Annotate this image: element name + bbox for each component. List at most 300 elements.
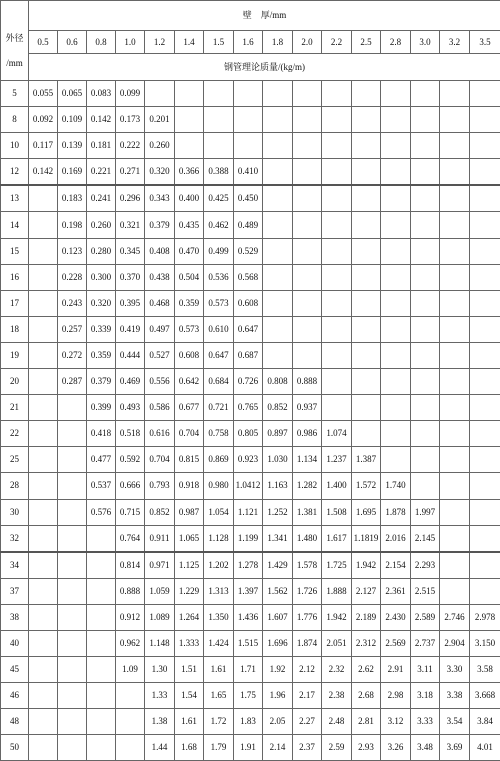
mass-value-cell: 2.38 [322,683,352,709]
mass-value-cell: 1.0412 [234,473,263,499]
mass-value-cell: 2.189 [352,604,381,630]
mass-value-cell: 0.764 [116,525,145,552]
mass-value-cell: 1.92 [263,657,293,683]
mass-value-cell: 1.572 [352,473,381,499]
mass-value-cell [204,107,234,133]
mass-value-cell: 1.578 [293,552,322,579]
mass-value-cell: 1.387 [352,447,381,473]
mass-value-cell: 2.312 [352,630,381,656]
mass-value-cell [87,683,116,709]
mass-value-cell [381,185,411,212]
mass-value-cell [440,369,470,395]
mass-value-cell: 0.499 [204,238,234,264]
mass-value-cell: 0.937 [293,395,322,421]
mass-value-cell: 2.98 [381,683,411,709]
mass-value-cell [440,316,470,342]
table-row [1,499,500,525]
mass-value-cell: 1.874 [293,630,322,656]
mass-value-cell: 0.489 [234,212,263,238]
mass-value-cell: 0.642 [175,369,204,395]
mass-value-cell: 0.271 [116,159,145,186]
mass-value-cell: 0.477 [87,447,116,473]
mass-value-cell: 0.321 [116,212,145,238]
mass-value-cell: 2.91 [381,657,411,683]
mass-value-cell: 0.987 [175,499,204,525]
mass-value-cell: 1.148 [145,630,175,656]
mass-value-cell: 0.438 [145,264,175,290]
mass-value-cell: 2.737 [411,630,440,656]
mass-value-cell: 0.123 [58,238,87,264]
mass-value-cell [381,342,411,368]
mass-value-cell: 0.518 [116,421,145,447]
mass-value-cell: 0.181 [87,133,116,159]
mass-value-cell [58,578,87,604]
mass-value-cell [411,421,440,447]
mass-value-cell: 0.852 [263,395,293,421]
mass-value-cell [175,81,204,107]
mass-value-cell [352,290,381,316]
mass-value-cell: 0.450 [234,185,263,212]
outer-diameter-cell: 45 [1,657,29,683]
mass-value-cell: 0.980 [204,473,234,499]
mass-value-cell: 0.462 [204,212,234,238]
mass-value-cell: 0.962 [116,630,145,656]
mass-value-cell: 2.978 [470,604,500,630]
mass-value-cell: 0.815 [175,447,204,473]
mass-value-cell [470,238,500,264]
mass-value-cell: 2.12 [293,657,322,683]
outer-diameter-cell: 21 [1,395,29,421]
mass-value-cell [440,447,470,473]
mass-value-cell: 0.814 [116,552,145,579]
mass-value-cell [381,369,411,395]
mass-value-cell: 2.154 [381,552,411,579]
mass-value-cell [470,133,500,159]
mass-value-cell: 3.69 [440,735,470,761]
table-row [1,630,500,656]
mass-value-cell [87,578,116,604]
thickness-header-cell: 3.5 [470,31,500,54]
mass-value-cell [234,81,263,107]
mass-value-cell: 0.805 [234,421,263,447]
mass-value-cell: 0.435 [175,212,204,238]
mass-value-cell [470,447,500,473]
mass-value-cell: 0.370 [116,264,145,290]
mass-value-cell [440,395,470,421]
mass-value-cell [29,473,58,499]
mass-value-cell: 0.287 [58,369,87,395]
mass-value-cell: 1.074 [322,421,352,447]
mass-value-cell: 3.84 [470,709,500,735]
mass-value-cell [29,421,58,447]
mass-value-cell: 1.229 [175,578,204,604]
mass-value-cell: 1.1819 [352,525,381,552]
thickness-header-cell: 1.6 [234,31,263,54]
table-row [1,159,500,186]
mass-value-cell: 1.397 [234,578,263,604]
mass-value-cell [440,264,470,290]
mass-value-cell: 1.72 [204,709,234,735]
mass-value-cell [440,81,470,107]
mass-value-cell: 0.869 [204,447,234,473]
outer-diameter-cell: 30 [1,499,29,525]
mass-value-cell: 1.878 [381,499,411,525]
mass-value-cell: 0.388 [204,159,234,186]
mass-value-cell: 0.257 [58,316,87,342]
mass-value-cell: 0.400 [175,185,204,212]
thickness-header-cell: 2.5 [352,31,381,54]
mass-value-cell [440,499,470,525]
outer-diameter-cell: 13 [1,185,29,212]
mass-value-cell: 1.65 [204,683,234,709]
mass-value-cell: 0.055 [29,81,58,107]
wall-thickness-header: 壁 厚/mm [29,1,500,31]
mass-value-cell [352,81,381,107]
mass-value-cell [470,473,500,499]
mass-value-cell: 2.93 [352,735,381,761]
mass-value-cell: 0.419 [116,316,145,342]
mass-value-cell: 1.726 [293,578,322,604]
outer-diameter-cell: 40 [1,630,29,656]
outer-diameter-cell: 37 [1,578,29,604]
mass-value-cell [293,290,322,316]
mass-value-cell: 0.527 [145,342,175,368]
mass-value-cell [440,578,470,604]
mass-value-cell [29,342,58,368]
mass-value-cell: 1.480 [293,525,322,552]
mass-value-cell [411,342,440,368]
mass-value-cell: 0.418 [87,421,116,447]
mass-value-cell [58,395,87,421]
mass-value-cell: 1.83 [234,709,263,735]
mass-value-cell: 1.333 [175,630,204,656]
table-row [1,578,500,604]
mass-value-cell [322,81,352,107]
mass-value-cell: 3.12 [381,709,411,735]
mass-value-cell: 1.163 [263,473,293,499]
mass-value-cell [470,159,500,186]
mass-value-cell [263,159,293,186]
mass-value-cell [293,133,322,159]
mass-value-cell [58,552,87,579]
mass-value-cell: 0.537 [87,473,116,499]
mass-value-cell [293,185,322,212]
mass-value-cell [234,133,263,159]
mass-value-cell: 1.341 [263,525,293,552]
thickness-header-cell: 0.6 [58,31,87,54]
mass-value-cell [470,81,500,107]
mass-value-cell: 0.243 [58,290,87,316]
mass-value-cell [87,630,116,656]
mass-value-cell [263,290,293,316]
mass-value-cell: 0.573 [204,290,234,316]
mass-value-cell [470,395,500,421]
mass-value-cell: 1.91 [234,735,263,761]
mass-value-cell: 0.201 [145,107,175,133]
table-row [1,238,500,264]
mass-value-cell: 0.343 [145,185,175,212]
mass-value-cell: 0.497 [145,316,175,342]
mass-value-cell [116,683,145,709]
mass-value-cell [263,342,293,368]
mass-value-cell [293,212,322,238]
mass-value-cell: 0.280 [87,238,116,264]
mass-value-cell [440,552,470,579]
mass-value-cell: 1.607 [263,604,293,630]
mass-value-cell [352,159,381,186]
mass-value-cell [381,395,411,421]
mass-value-cell: 0.616 [145,421,175,447]
outer-diameter-header [1,1,29,81]
mass-value-cell [322,369,352,395]
mass-value-cell [293,159,322,186]
od-label-bottom: /mm [1,59,28,68]
mass-value-cell [322,395,352,421]
mass-value-cell: 2.746 [440,604,470,630]
mass-value-cell [322,290,352,316]
mass-value-cell: 0.083 [87,81,116,107]
mass-value-cell: 1.997 [411,499,440,525]
mass-value-cell [29,316,58,342]
mass-value-cell: 3.18 [411,683,440,709]
mass-value-cell [440,342,470,368]
mass-value-cell [293,342,322,368]
mass-value-cell [58,630,87,656]
mass-value-cell: 1.282 [293,473,322,499]
mass-value-cell [411,473,440,499]
mass-value-cell [29,395,58,421]
outer-diameter-cell: 17 [1,290,29,316]
mass-value-cell [87,525,116,552]
mass-value-cell [29,525,58,552]
mass-value-cell: 1.75 [234,683,263,709]
mass-value-cell [263,133,293,159]
mass-value-cell [29,212,58,238]
mass-value-cell: 1.381 [293,499,322,525]
outer-diameter-cell: 14 [1,212,29,238]
mass-value-cell: 1.202 [204,552,234,579]
mass-value-cell [116,735,145,761]
mass-value-cell: 0.888 [293,369,322,395]
mass-value-cell: 1.054 [204,499,234,525]
mass-value-cell: 1.695 [352,499,381,525]
mass-value-cell: 0.556 [145,369,175,395]
mass-value-cell [263,185,293,212]
mass-value-cell: 3.668 [470,683,500,709]
outer-diameter-cell: 5 [1,81,29,107]
mass-value-cell [411,369,440,395]
mass-value-cell [58,447,87,473]
mass-value-cell: 0.139 [58,133,87,159]
mass-value-cell: 0.897 [263,421,293,447]
mass-value-cell: 2.127 [352,578,381,604]
mass-value-cell [411,107,440,133]
mass-value-cell: 1.44 [145,735,175,761]
mass-value-cell [411,159,440,186]
outer-diameter-cell: 25 [1,447,29,473]
mass-value-cell [352,238,381,264]
mass-value-cell: 2.293 [411,552,440,579]
mass-value-cell: 3.30 [440,657,470,683]
mass-value-cell [322,133,352,159]
mass-value-cell: 0.592 [116,447,145,473]
mass-value-cell [352,395,381,421]
mass-value-cell: 2.14 [263,735,293,761]
mass-value-cell: 0.852 [145,499,175,525]
mass-value-cell: 1.252 [263,499,293,525]
mass-value-cell: 0.142 [29,159,58,186]
mass-value-cell: 1.68 [175,735,204,761]
mass-value-cell [470,578,500,604]
mass-value-cell [440,290,470,316]
mass-value-cell: 3.58 [470,657,500,683]
mass-value-cell: 0.793 [145,473,175,499]
table-row [1,525,500,552]
mass-value-cell: 2.589 [411,604,440,630]
mass-value-cell [29,185,58,212]
mass-value-cell [204,133,234,159]
mass-value-cell: 1.128 [204,525,234,552]
mass-value-cell: 1.09 [116,657,145,683]
mass-value-cell: 0.345 [116,238,145,264]
mass-value-cell [470,185,500,212]
mass-value-cell: 0.320 [87,290,116,316]
table-row [1,133,500,159]
mass-value-cell [87,552,116,579]
mass-value-cell: 2.32 [322,657,352,683]
mass-value-cell: 1.617 [322,525,352,552]
outer-diameter-cell: 32 [1,525,29,552]
mass-value-cell: 2.05 [263,709,293,735]
mass-value-cell: 0.888 [116,578,145,604]
mass-value-cell: 1.696 [263,630,293,656]
outer-diameter-cell: 15 [1,238,29,264]
table-row [1,421,500,447]
table-row [1,290,500,316]
mass-value-cell [440,421,470,447]
mass-value-cell: 2.62 [352,657,381,683]
thickness-header-cell: 0.8 [87,31,116,54]
mass-value-cell [411,264,440,290]
mass-value-cell: 2.59 [322,735,352,761]
mass-value-cell [470,552,500,579]
mass-value-cell [293,81,322,107]
mass-value-cell: 0.169 [58,159,87,186]
mass-value-cell [352,342,381,368]
mass-value-cell [58,735,87,761]
mass-value-cell: 0.504 [175,264,204,290]
mass-value-cell [322,342,352,368]
mass-value-cell [322,238,352,264]
table-row [1,447,500,473]
mass-value-cell [352,369,381,395]
mass-value-cell [470,264,500,290]
mass-value-cell: 1.51 [175,657,204,683]
mass-value-cell: 0.610 [204,316,234,342]
mass-value-cell: 0.296 [116,185,145,212]
mass-value-cell: 0.379 [87,369,116,395]
mass-value-cell [411,81,440,107]
table-row [1,212,500,238]
mass-value-cell: 1.134 [293,447,322,473]
mass-value-cell [440,525,470,552]
mass-value-cell: 2.904 [440,630,470,656]
mass-value-cell: 3.11 [411,657,440,683]
mass-value-cell: 0.704 [175,421,204,447]
outer-diameter-cell: 34 [1,552,29,579]
mass-value-cell: 1.089 [145,604,175,630]
mass-value-cell: 1.515 [234,630,263,656]
mass-value-cell [116,709,145,735]
mass-value-cell [87,604,116,630]
mass-value-cell [29,552,58,579]
table-row [1,264,500,290]
mass-value-cell: 3.33 [411,709,440,735]
mass-value-cell [29,369,58,395]
mass-value-cell [381,447,411,473]
mass-value-cell: 0.065 [58,81,87,107]
thickness-header-cell: 3.2 [440,31,470,54]
mass-value-cell: 0.198 [58,212,87,238]
mass-value-cell [293,264,322,290]
mass-value-cell: 0.395 [116,290,145,316]
mass-value-cell: 1.350 [204,604,234,630]
mass-value-cell: 0.408 [145,238,175,264]
mass-value-cell [352,264,381,290]
outer-diameter-cell: 22 [1,421,29,447]
mass-value-cell [29,735,58,761]
mass-value-cell [470,421,500,447]
mass-value-cell [263,81,293,107]
mass-value-cell: 0.493 [116,395,145,421]
mass-value-cell [58,709,87,735]
mass-value-cell [29,683,58,709]
mass-value-cell: 0.359 [87,342,116,368]
mass-value-cell [234,107,263,133]
mass-value-cell: 3.150 [470,630,500,656]
mass-value-cell: 1.942 [322,604,352,630]
mass-value-cell: 1.429 [263,552,293,579]
table-row [1,473,500,499]
outer-diameter-cell: 48 [1,709,29,735]
mass-value-cell [381,212,411,238]
mass-value-cell: 2.051 [322,630,352,656]
mass-value-cell: 0.228 [58,264,87,290]
mass-value-cell [293,316,322,342]
mass-value-cell: 1.121 [234,499,263,525]
mass-value-cell [411,395,440,421]
thickness-header-cell: 1.8 [263,31,293,54]
mass-value-cell [381,238,411,264]
mass-value-cell: 1.400 [322,473,352,499]
mass-value-cell [29,709,58,735]
mass-value-cell [87,657,116,683]
table-row [1,185,500,212]
mass-value-cell [381,81,411,107]
mass-value-cell: 1.61 [175,709,204,735]
mass-value-cell: 2.361 [381,578,411,604]
mass-value-cell [470,525,500,552]
mass-value-cell: 0.366 [175,159,204,186]
thickness-header-cell: 0.5 [29,31,58,54]
mass-value-cell [58,683,87,709]
mass-value-cell [470,107,500,133]
mass-value-cell: 0.608 [234,290,263,316]
outer-diameter-cell: 20 [1,369,29,395]
mass-value-cell [29,290,58,316]
mass-value-cell: 0.092 [29,107,58,133]
table-row [1,709,500,735]
